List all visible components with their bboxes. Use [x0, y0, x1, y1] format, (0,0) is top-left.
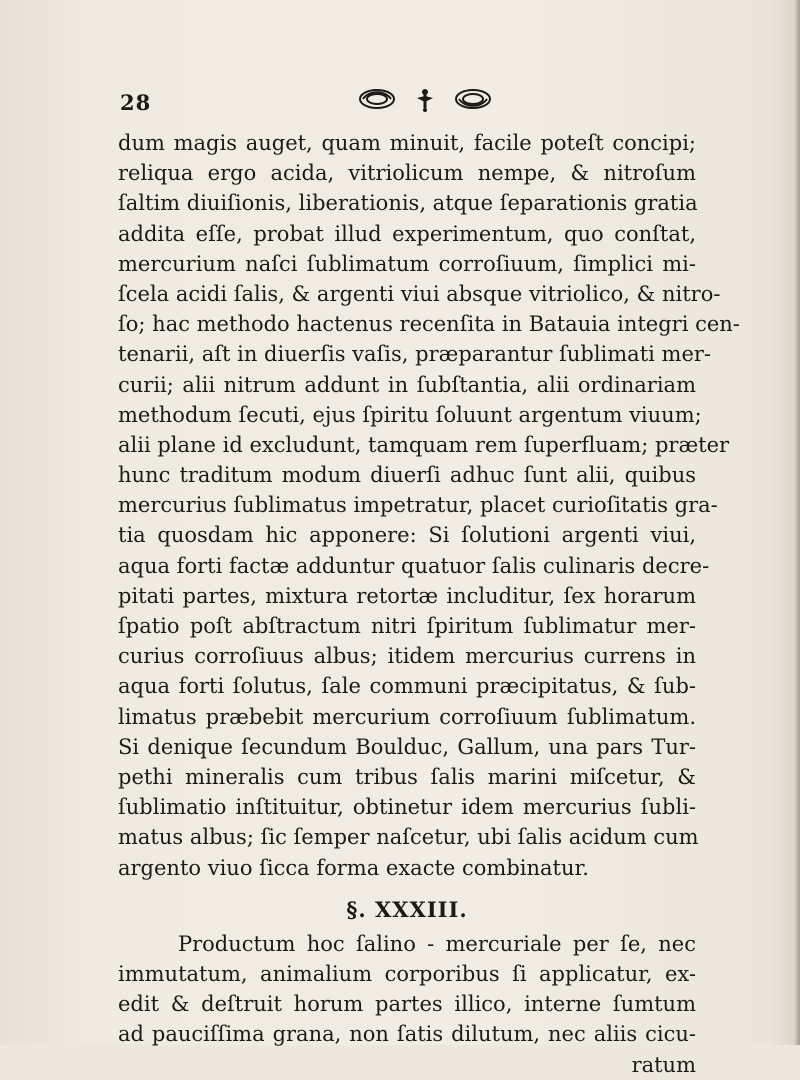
- text-line: reliqua ergo acida, vitriolicum nempe, & nitroſum: [118, 161, 696, 186]
- text-line: tenarii, aſt in diuerſis vaſis, præparantur ſublimati mer-: [118, 342, 712, 367]
- text-line: argento viuo ſicca forma exacte combinatur.: [118, 855, 589, 880]
- text-line: edit & deſtruit horum partes illico, interne ſumtum: [118, 992, 696, 1017]
- text-line: methodum ſecuti, ejus ſpiritu ſoluunt argentum viuum;: [118, 402, 702, 427]
- text-line: addita eſſe, probat illud experimentum, quo conſtat,: [118, 221, 696, 246]
- text-line: ſpatio poſt abſtractum nitri ſpiritum ſublimatur mer-: [118, 614, 696, 638]
- text-line: ſo; hac methodo hactenus recenſita in Batauia integri cen-: [118, 312, 740, 337]
- paragraph-1: [118, 128, 740, 883]
- text-line: pitati partes, mixtura retortæ includitur, ſex horarum: [118, 583, 696, 608]
- page-header: [0, 80, 800, 120]
- text-line: ſcela acidi ſalis, & argenti viui absque vitriolico, & nitro-: [118, 281, 721, 306]
- page-number: 28: [120, 90, 152, 115]
- text-line: limatus præbebit mercurium corroſiuum ſublimatum.: [118, 704, 696, 729]
- printers-ornament-icon: [355, 84, 495, 114]
- text-line: hunc traditum modum diuerſi adhuc ſunt alii, quibus: [118, 463, 696, 488]
- catchword: ratum: [631, 1052, 696, 1077]
- text-line: Productum hoc ſalino - mercuriale per ſe, nec: [178, 931, 696, 956]
- text-line: curius corroſiuus albus; itidem mercurius currens in: [118, 644, 696, 669]
- text-line: alii plane id excludunt, tamquam rem ſuperfluam; præter: [118, 432, 730, 457]
- text-line: Si denique ſecundum Boulduc, Gallum, una pars Tur-: [118, 734, 696, 759]
- text-line: mercurium naſci ſublimatum corroſiuum, ſimplici mi-: [118, 251, 696, 276]
- text-line: ſublimatio inſtituitur, obtinetur idem mercurius ſubli-: [118, 795, 696, 820]
- text-line: dum magis auget, quam minuit, facile poteſt concipi;: [118, 131, 696, 155]
- text-line: aqua forti ſolutus, ſale communi præcipitatus, & ſub-: [118, 674, 696, 699]
- section-heading: §. XXXIII.: [346, 896, 468, 922]
- text-line: aqua forti factæ adduntur quatuor ſalis culinaris decre-: [118, 553, 710, 578]
- text-line: mercurius ſublimatus impetratur, placet curioſitatis gra-: [118, 493, 718, 518]
- paragraph-2: [118, 929, 696, 1050]
- text-line: ſaltim diuiſionis, liberationis, atque ſeparationis gratia: [118, 191, 698, 216]
- text-line: immutatum, animalium corporibus ſi applicatur, ex-: [118, 962, 696, 987]
- text-line: pethi mineralis cum tribus ſalis marini miſcetur, &: [118, 764, 696, 789]
- page-edge-shadow: [794, 0, 800, 1045]
- text-line: tia quosdam hic apponere: Si ſolutioni argenti viui,: [118, 523, 696, 548]
- text-line: curii; alii nitrum addunt in ſubſtantia, alii ordinariam: [118, 372, 696, 397]
- text-line: matus albus; ſic ſemper naſcetur, ubi ſalis acidum cum: [118, 825, 699, 850]
- text-line: ad pauciſſima grana, non ſatis dilutum, nec aliis cicu-: [118, 1022, 696, 1047]
- body-text: [118, 128, 740, 1080]
